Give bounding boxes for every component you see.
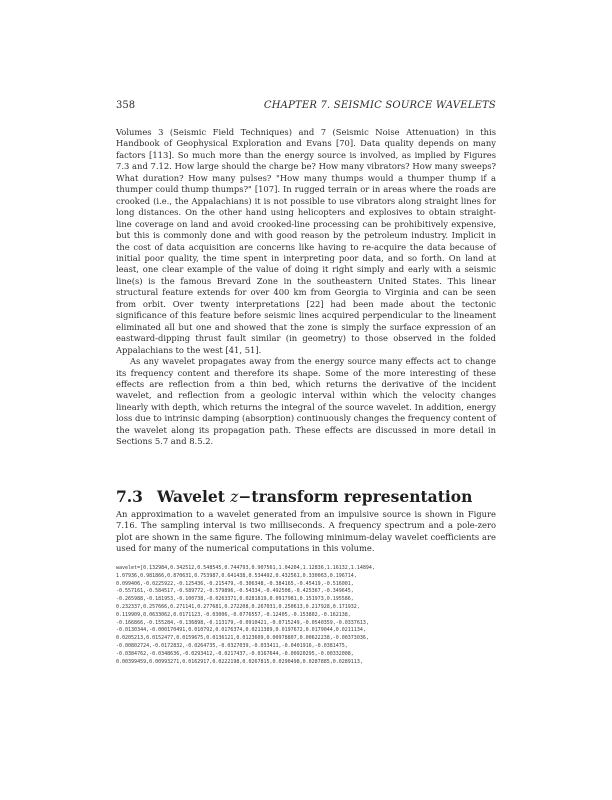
- paragraph-1: Volumes 3 (Seismic Field Techniques) and 7 (Seismic Noise Attenuation) in this Handbook of Geophysical Exploration and Evans [70]. Data quality depends on many factors [113]. So much more than the energy source is involved, as implied by Figures 7.3 and 7.12. How large should the charge be? How many vibrators? How many sweeps? What duration? How many pulses? "How many thumps would a thumper thump if a thumper could thump thumps?" [107]. In rugged terrain or in areas where the roads are crooked (i.e., the Appalachians) it is not possible to use vibrators along straight lines for long distances. On the other hand using helicopters and explosives to obtain straight-line coverage on land and avoid crooked-line processing can be prohibitively expensive, but this is commonly done and with good reason by the petroleum industry. Implicit in the cost of data acquisition are concerns like having to re-acquire the data because of initial poor quality, the time spent in interpreting poor data, and so forth. On land at least, one clear example of the value of doing it right simply and early with a seismic line(s) is the famous Brevard Zone in the southeastern United States. This linear structural feature extends for over 400 km from Georgia to Virginia and can be seen from orbit. Over twenty interpretations [22] had been made about the tectonic significance of this feature before seismic lines acquired perpendicular to the lineament eliminated all but one and showed that the zone is simply the surface expression of an eastward-dipping thrust fault similar (in geometry) to those observed in the folded Appalachians to the west [41, 51].: [116, 127, 496, 355]
- running-header: [116, 100, 496, 114]
- paragraph-2: As any wavelet propagates away from the energy source many effects act to change its frequency content and therefore its shape. Some of the more interesting of these effects are reflection from a thin bed, which returns the derivative of the incident wavelet, and reflection from a geologic interval within which the velocity changes linearly with depth, which returns the integral of the source wavelet. In addition, energy loss due to intrinsic damping (absorption) continuously changes the frequency content of the wavelet along its propagation path. These effects are discussed in more detail in Sections 5.7 and 8.5.2.: [116, 356, 496, 447]
- section-body: [116, 509, 496, 555]
- section-number: 7.3: [116, 487, 143, 506]
- chapter-title: CHAPTER 7. SEISMIC SOURCE WAVELETS: [263, 100, 496, 111]
- section-title-part-2: −transform representation: [238, 487, 473, 506]
- section-heading: [116, 487, 496, 506]
- section-paragraph: An approximation to a wavelet generated from an impulsive source is shown in Figure 7.16. The sampling interval is two milliseconds. A frequency spectrum and a pole-zero plot are shown in the same figure. The following minimum-delay wavelet coefficients are used for many of the numerical computations in this volume.: [116, 509, 496, 554]
- wavelet-code-listing: wavelet=[0.132984,0.342512,0.548545,0.744793,0.907561,1.04204,1.12836,1.16132,1.14894, 1.07936,0.981866,0.870631,0.753987,0.641438,0.534492,0.432561,0.330063,0.196714, 0.099406,-0.0225922,-0.125436,-0.215479,-0.306348,-0.384165,-0.45419,-0.516001, -0.557161,-0.584517,-0.589772,-0.579896,-0.54334,-0.492508,-0.425367,-0.349645, -0.265988,-0.181953,-0.100738,-0.0263371,0.0281819,0.0917981,0.151973,0.195586, 0.232337,0.257666,0.271141,0.277681,0.272208,0.267031,0.250613,0.217928,0.171932, 0.119909,0.0633062,0.0171123,-0.03006,-0.0776557,-0.12405,-0.153802,-0.162138, -0.166866,-0.155284,-0.136898,-0.113179,-0.0910421,-0.0715249,-0.0540359,-0.0337613, -0.0130344,-0.000170491,0.010792,0.0176374,0.0211389,0.0197672,0.0179044,0.0211134, 0.0205213,0.0152477,0.0159675,0.0136121,0.0123609,0.00978807,0.00622238,-0.00373036, -0.00802724,-0.0172832,-0.0264735,-0.0327039,-0.033411,-0.0401916,-0.0381475, -0.0384762,-0.0348636,-0.0293412,-0.0217437,-0.0167644,-0.00920295,-0.00332008, 0.00399459,0.00993271,0.0162917,0.0222198,0.0267815,0.0290498,0.0287885,0.0289113,: [116, 565, 375, 665]
- section-title-part-1: Wavelet: [156, 487, 231, 506]
- section-title-symbol: z: [230, 488, 239, 506]
- page-number: 358: [116, 100, 136, 111]
- body-text: [116, 127, 496, 448]
